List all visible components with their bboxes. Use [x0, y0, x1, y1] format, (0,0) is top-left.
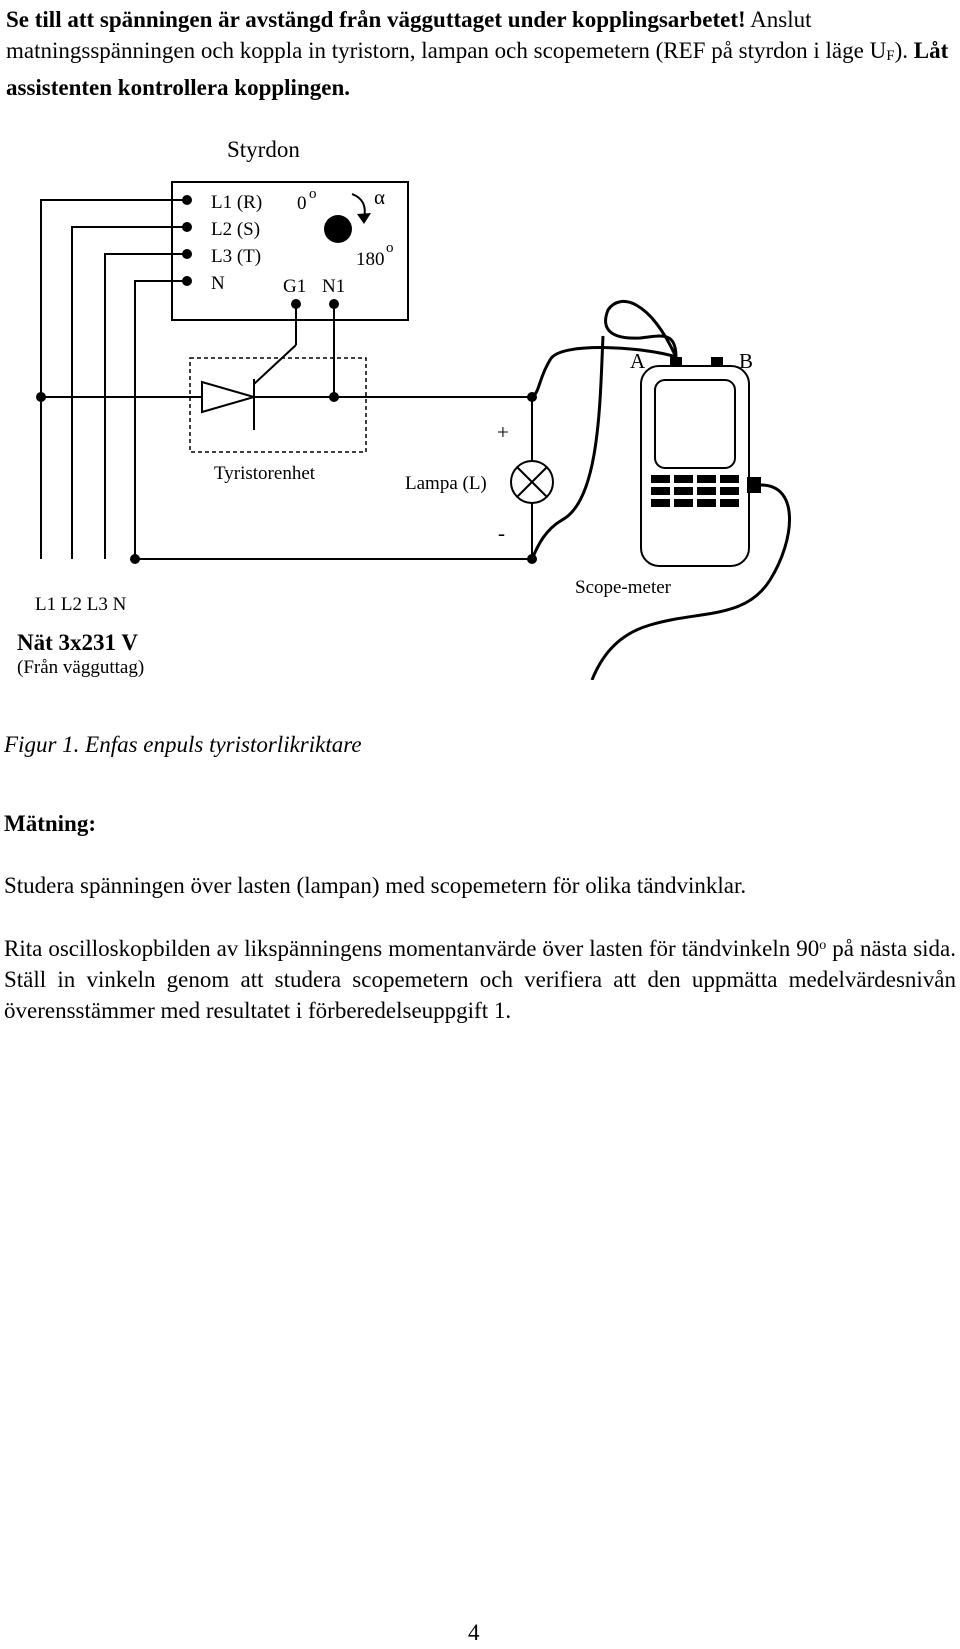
alpha-symbol: α — [374, 185, 386, 209]
assistant-check-text: Låt assistenten kontrollera kopplingen. — [6, 38, 949, 100]
thyristor-symbol — [202, 382, 254, 412]
paragraph-2 — [4, 930, 956, 1026]
mains-source: (Från vägguttag) — [17, 657, 145, 678]
degree-mark-zero: o — [309, 186, 317, 202]
intro-paragraph — [6, 4, 954, 103]
terminal-label-l3: L3 (T) — [211, 246, 262, 267]
instruction-text: Anslut matningsspänningen och koppla in tyristorn, lampan och scopemetern (REF på styrdon i läge U — [6, 7, 887, 63]
wire-l1 — [41, 200, 187, 397]
node-n — [130, 554, 140, 564]
scope-meter-screen — [655, 380, 735, 468]
scope-meter-label: Scope-meter — [575, 577, 672, 598]
gate-label: G1 — [283, 276, 307, 297]
angle-zero-label: 0 — [297, 193, 307, 214]
styrdon-title: Styrdon — [227, 137, 300, 162]
figure-caption: Figur 1. Enfas enpuls tyristorlikriktare — [4, 732, 362, 757]
probe-b-jack — [711, 357, 723, 367]
page-number: 4 — [468, 1620, 480, 1645]
scope-meter-body — [641, 366, 749, 566]
instruction-text-end: ). — [894, 38, 914, 63]
wire-l2 — [72, 227, 187, 559]
degree-superscript: o — [819, 938, 827, 953]
terminal-label-l2: L2 (S) — [211, 219, 261, 240]
scope-meter-keypad — [651, 475, 739, 507]
warning-text: Se till att spänningen är avstängd från vägguttaget under kopplingsarbetet! — [6, 7, 746, 32]
wire-n — [135, 281, 187, 559]
mains-title: Nät 3x231 V — [17, 630, 138, 655]
terminal-label-n: N — [211, 273, 225, 294]
terminal-label-l1: L1 (R) — [211, 192, 263, 213]
node-n1 — [329, 392, 339, 402]
probe-a-lower-cable — [532, 336, 603, 559]
probe-a-jack — [670, 357, 682, 367]
circuit-figure — [0, 120, 960, 680]
lamp-label: Lampa (L) — [405, 473, 487, 494]
paragraph-2-part1: Rita oscilloskopbilden av likspänningens momentanvärde över lasten för tändvinkeln 90 — [4, 936, 820, 961]
mains-phases-label: L1 L2 L3 N — [35, 594, 127, 615]
n1-label: N1 — [322, 276, 346, 297]
knob-arrow-head — [357, 213, 371, 224]
section-heading: Mätning: — [4, 811, 96, 836]
thyristor-gate-lead — [254, 345, 296, 384]
degree-mark-max: o — [386, 240, 394, 256]
lamp-plus-label: + — [497, 420, 509, 444]
paragraph-1: Studera spänningen över lasten (lampan) med scopemetern för olika tändvinklar. — [4, 873, 747, 898]
probe-b-label: B — [739, 349, 754, 373]
angle-knob — [324, 215, 352, 243]
angle-max-label: 180 — [356, 249, 385, 270]
paragraph-2-part2: på nästa sida. Ställ in vinkeln genom att studera scopemetern och verifiera att den uppmätta medelvärdesnivån överensstämmer med resultatet i förberedelseuppgift 1. — [4, 936, 956, 1023]
thyristor-unit-label: Tyristorenhet — [214, 463, 316, 484]
wire-l3 — [105, 254, 187, 559]
com-jack — [747, 477, 761, 493]
lamp-minus-label: - — [498, 521, 505, 545]
thyristor-unit-box — [190, 358, 366, 452]
subscript-f: F — [886, 48, 895, 64]
probe-a-label: A — [630, 349, 646, 373]
